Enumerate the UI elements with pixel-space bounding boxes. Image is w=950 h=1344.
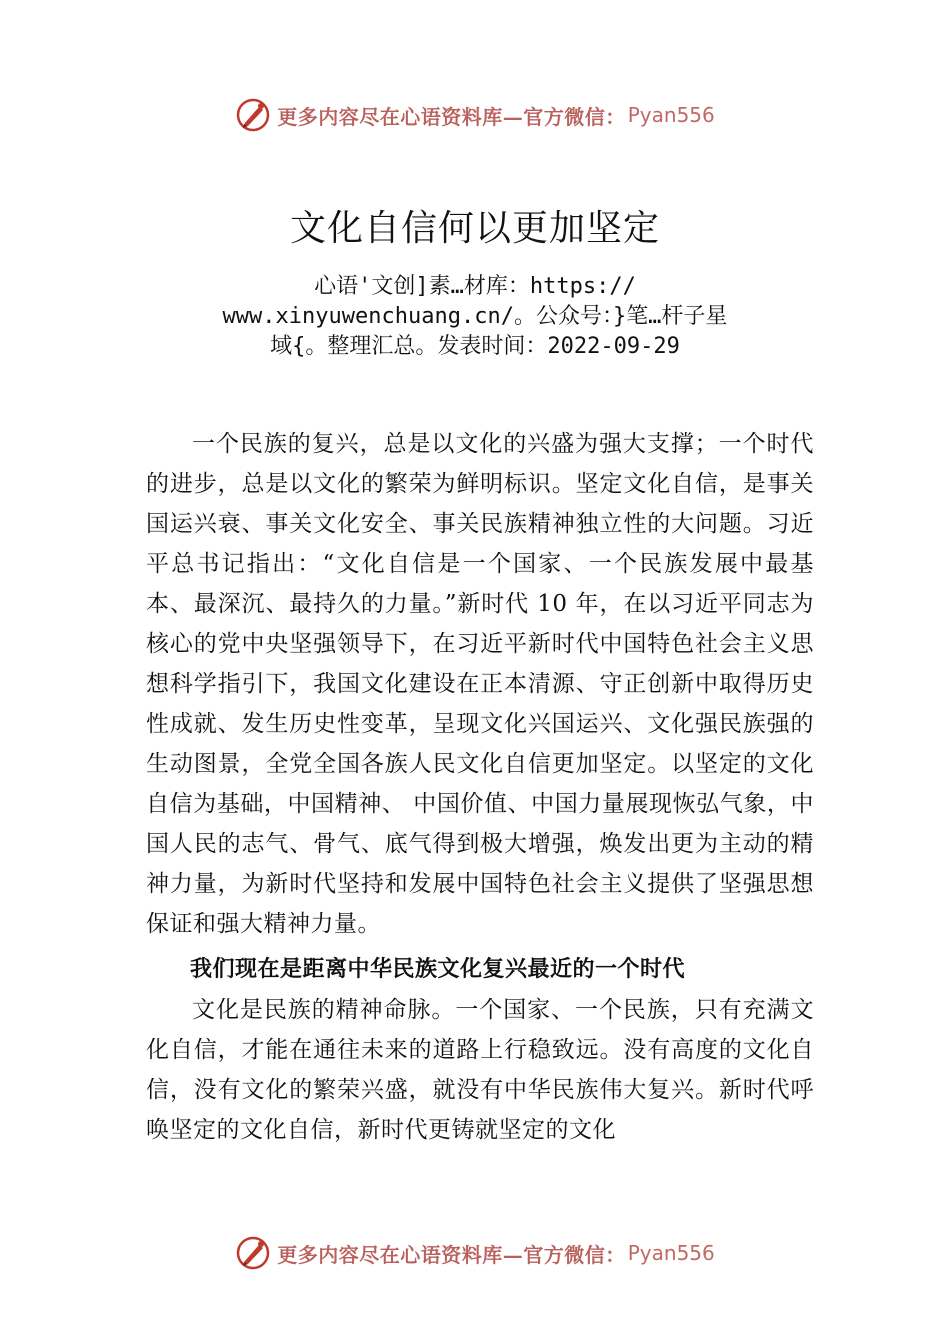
- meta-line-3: 域{。整理汇总。发表时间：2022-09-29: [270, 334, 680, 359]
- pen-logo-icon: [235, 1235, 271, 1271]
- meta-line-1: 心语'文创]素…材库：https://: [314, 274, 636, 299]
- paragraph-2: 文化是民族的精神命脉。一个国家、一个民族，只有充满文化自信，才能在通往未来的道路上行稳致远。没有高度的文化自信，没有文化的繁荣兴盛，就没有中华民族伟大复兴。新时代呼唤坚定的文化自信，新时代更铸就坚定的文化: [146, 997, 814, 1143]
- meta-line-2: www.xinyuwenchuang.cn/。公众号：}笔…杆子星: [222, 304, 728, 329]
- document-body: [146, 424, 814, 1150]
- document-title: 文化自信何以更加坚定: [289, 208, 660, 249]
- footer-watermark-banner: [0, 1233, 950, 1273]
- section-subheading: 我们现在是距离中华民族文化复兴最近的一个时代: [190, 957, 686, 982]
- banner-wechat-id: Pyan556: [627, 103, 715, 127]
- header-watermark-banner: [0, 95, 950, 135]
- pen-logo-icon: [235, 97, 271, 133]
- document-meta: [150, 272, 800, 362]
- banner-text: 更多内容尽在心语资料库—官方微信：: [277, 1242, 626, 1267]
- paragraph-1: 一个民族的复兴，总是以文化的兴盛为强大支撑；一个时代的进步，总是以文化的繁荣为鲜明标识。坚定文化自信，是事关国运兴衰、事关文化安全、事关民族精神独立性的大问题。习近平总书记指出：“文化自信是一个国家、一个民族发展中最基本、最深沉、最持久的力量。”新时代 10 年，在以习近平同志为核心的党中央坚强领导下，在习近平新时代中国特色社会主义思想科学指引下，我国文化建设在正本清源、守正创新中取得历史性成就、发生历史性变革，呈现文化兴国运兴、文化强民族强的生动图景，全党全国各族人民文化自信更加坚定。以坚定的文化自信为基础，中国精神、 中国价值、中国力量展现恢弘气象，中国人民的志气、骨气、底气得到极大增强，焕发出更为主动的精神力量，为新时代坚持和发展中国特色社会主义提供了坚强思想保证和强大精神力量。: [146, 431, 814, 937]
- banner-wechat-id: Pyan556: [627, 1241, 715, 1265]
- banner-text: 更多内容尽在心语资料库—官方微信：: [277, 104, 626, 129]
